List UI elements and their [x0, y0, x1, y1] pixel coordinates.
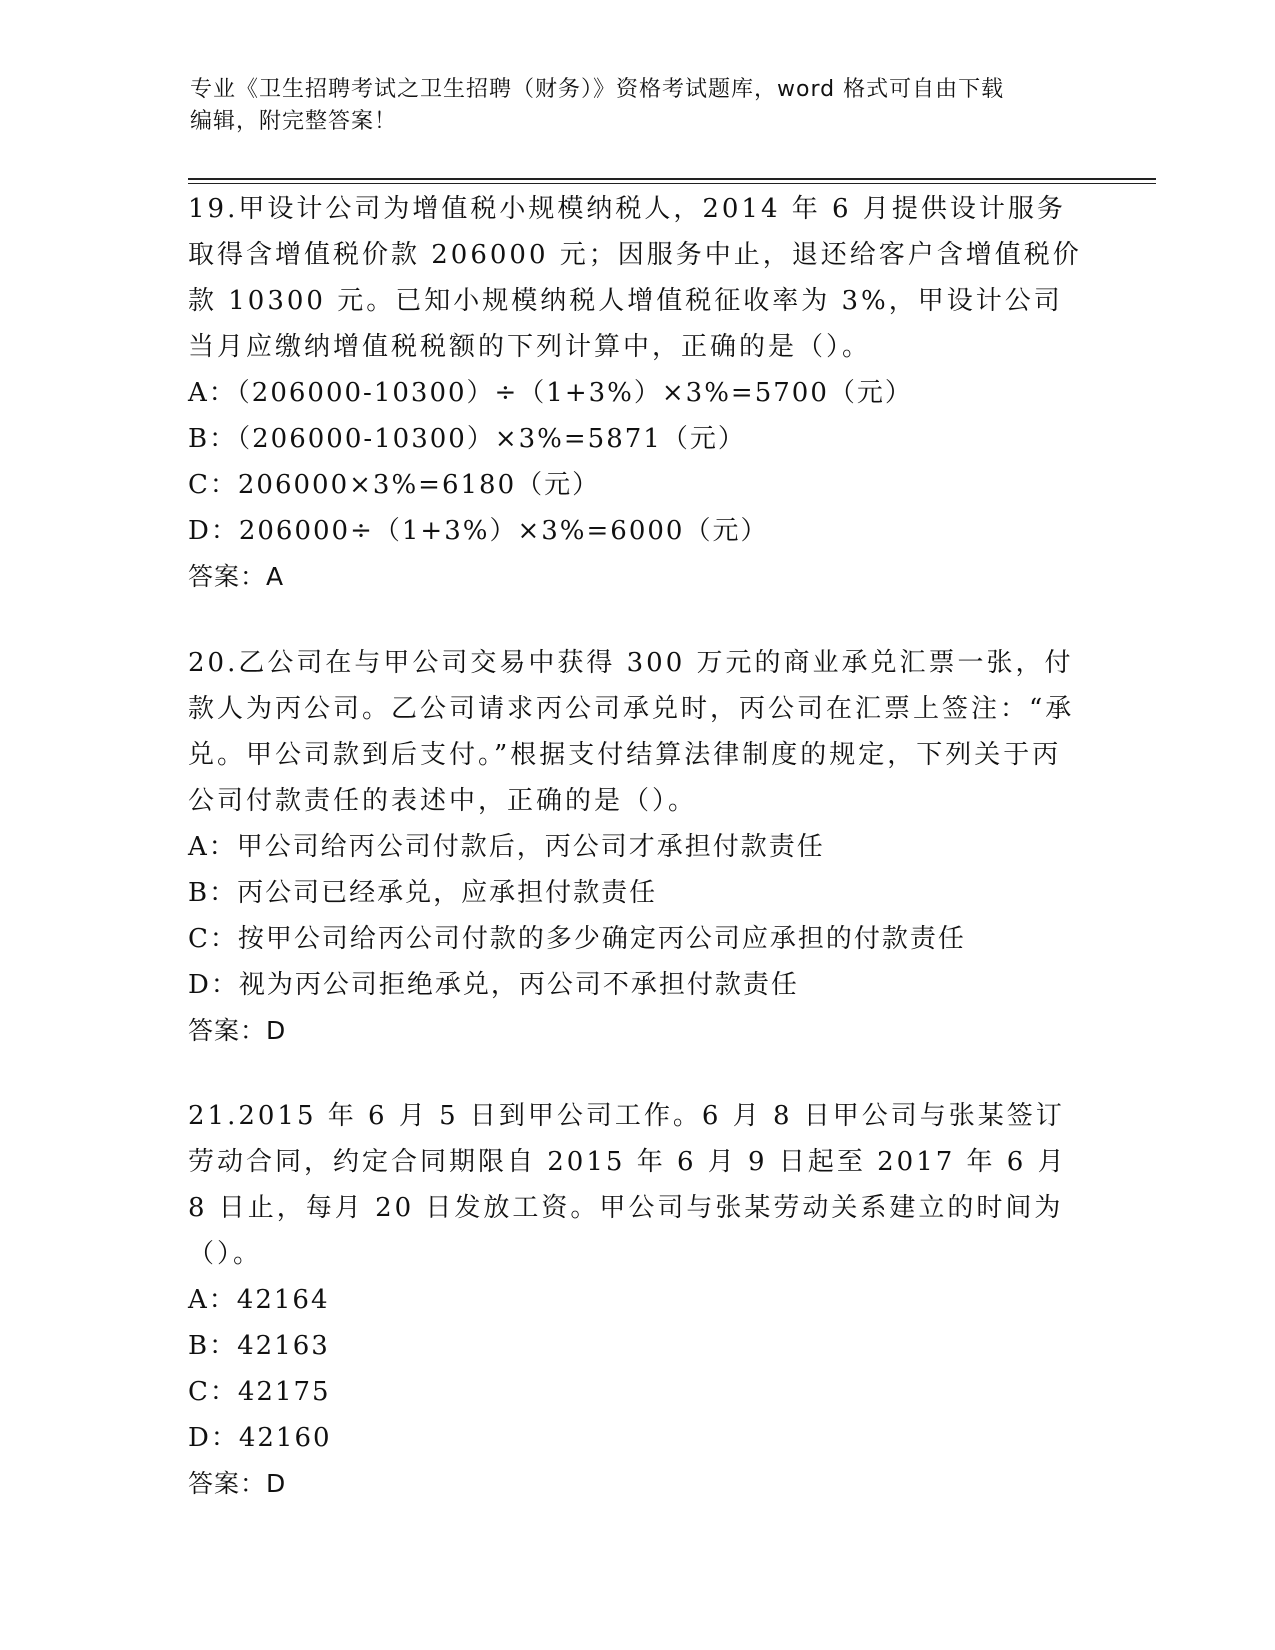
option-d: D：206000÷（1+3%）×3%=6000（元） [188, 516, 769, 546]
option-c: C：206000×3%=6180（元） [188, 470, 601, 500]
option-b: B：丙公司已经承兑，应承担付款责任 [188, 878, 658, 908]
answer: 答案：D [188, 1016, 287, 1045]
option-b: B：42163 [188, 1331, 330, 1361]
option-a: A：甲公司给丙公司付款后，丙公司才承担付款责任 [188, 832, 825, 862]
option-b: B：（206000-10300）×3%=5871（元） [188, 424, 746, 454]
question-19 [188, 186, 1088, 600]
question-stem: 19.甲设计公司为增值税小规模纳税人，2014 年 6 月提供设计服务取得含增值税价款 206000 元；因服务中止，退还给客户含增值税价款 10300 元。已知小规模纳税人增值税征收率为 3%，甲设计公司当月应缴纳增值税税额的下列计算中，正确的是（）。 [188, 194, 1082, 362]
header-line-2: 编辑，附完整答案！ [190, 109, 398, 134]
option-a: A：（206000-10300）÷（1+3%）×3%=5700（元） [188, 378, 913, 408]
option-c: C：42175 [188, 1377, 331, 1407]
option-d: D：42160 [188, 1423, 332, 1453]
header-divider-thick [188, 178, 1156, 180]
question-20 [188, 640, 1088, 1054]
option-c: C：按甲公司给丙公司付款的多少确定丙公司应承担的付款责任 [188, 924, 966, 954]
option-a: A：42164 [188, 1285, 330, 1315]
document-header [190, 74, 1090, 138]
question-stem: 21.2015 年 6 月 5 日到甲公司工作。6 月 8 日甲公司与张某签订劳动合同，约定合同期限自 2015 年 6 月 9 日起至 2017 年 6 月 8 日止，每月 20 日发放工资。甲公司与张某劳动关系建立的时间为（）。 [188, 1101, 1067, 1269]
header-line-1: 专业《卫生招聘考试之卫生招聘（财务）》资格考试题库，word 格式可自由下载 [190, 77, 1005, 102]
header-divider-thin [188, 183, 1156, 184]
option-d: D：视为丙公司拒绝承兑，丙公司不承担付款责任 [188, 970, 799, 1000]
question-21 [188, 1093, 1088, 1507]
question-stem: 20.乙公司在与甲公司交易中获得 300 万元的商业承兑汇票一张，付款人为丙公司。乙公司请求丙公司承兑时，丙公司在汇票上签注：“承兑。甲公司款到后支付。”根据支付结算法律制度的规定，下列关于丙公司付款责任的表述中，正确的是（）。 [188, 648, 1075, 816]
answer: 答案：D [188, 1469, 287, 1498]
answer: 答案：A [188, 562, 285, 591]
